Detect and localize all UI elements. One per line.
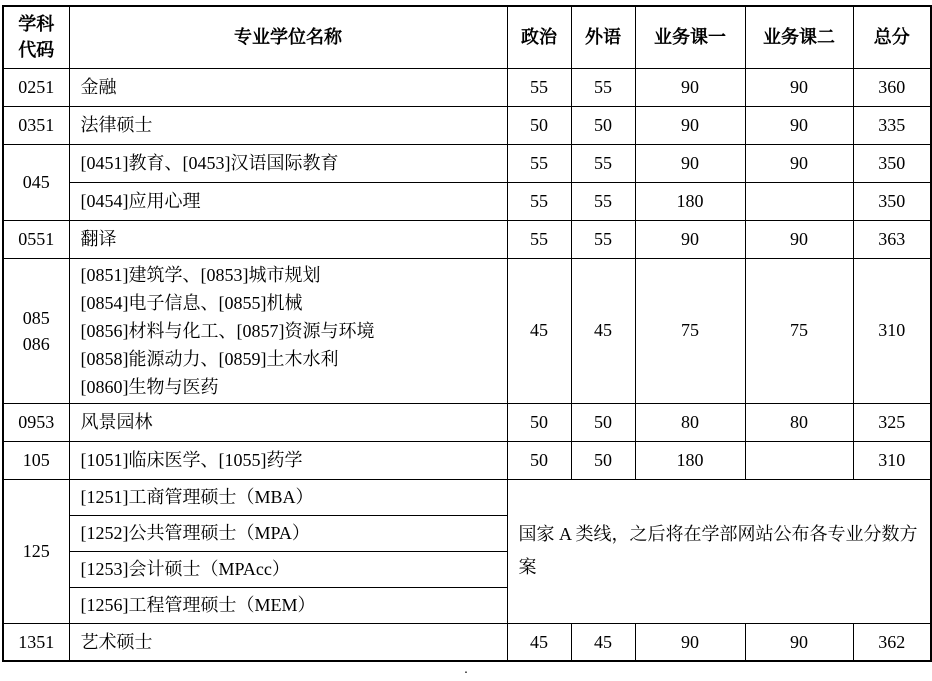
cell-course1: 90: [635, 106, 745, 144]
cell-code: 045: [3, 144, 69, 220]
header-foreign-language: 外语: [571, 6, 635, 68]
cell-total: 362: [853, 623, 931, 661]
cell-course2: 90: [745, 623, 853, 661]
cell-foreign: 50: [571, 403, 635, 441]
cell-course1: 90: [635, 68, 745, 106]
cell-code: 1351: [3, 623, 69, 661]
cell-foreign: 55: [571, 144, 635, 182]
cell-code: 0351: [3, 106, 69, 144]
cell-course1: 80: [635, 403, 745, 441]
cell-code: [3, 258, 69, 403]
cell-course2: 90: [745, 144, 853, 182]
cell-politics: 50: [507, 441, 571, 479]
cell-total: 360: [853, 68, 931, 106]
cell-politics: 55: [507, 68, 571, 106]
cell-total: 335: [853, 106, 931, 144]
cell-name: [0454]应用心理: [69, 182, 507, 220]
cell-code: 105: [3, 441, 69, 479]
cell-code-line1: 085: [22, 307, 50, 328]
cell-total: 325: [853, 403, 931, 441]
cell-foreign: 55: [571, 68, 635, 106]
cell-name: 翻译: [69, 220, 507, 258]
cell-foreign: 45: [571, 258, 635, 403]
cell-name: 法律硕士: [69, 106, 507, 144]
cell-politics: 55: [507, 144, 571, 182]
header-subject-code-line1: 学科: [18, 14, 55, 35]
cell-name-line: [0851]建筑学、[0853]城市规划: [80, 264, 321, 285]
table-row: [3, 441, 931, 479]
table-row: [3, 220, 931, 258]
cell-politics: 45: [507, 258, 571, 403]
header-subject-code: [3, 6, 69, 68]
header-subject-code-line2: 代码: [18, 40, 55, 61]
table-row: [3, 623, 931, 661]
table-row: [3, 403, 931, 441]
cell-total: 310: [853, 258, 931, 403]
cell-total: 350: [853, 182, 931, 220]
cell-name-line: [0858]能源动力、[0859]土木水利: [80, 348, 339, 369]
header-degree-name: 专业学位名称: [69, 6, 507, 68]
cell-name: [1251]工商管理硕士（MBA）: [69, 479, 507, 515]
header-politics: 政治: [507, 6, 571, 68]
table-row: [3, 68, 931, 106]
cell-name: 艺术硕士: [69, 623, 507, 661]
table-row: [3, 258, 931, 403]
cell-name: [1252]公共管理硕士（MPA）: [69, 515, 507, 551]
cell-name-line: [0854]电子信息、[0855]机械: [80, 292, 303, 313]
header-total: 总分: [853, 6, 931, 68]
score-table: [2, 5, 932, 662]
table-header-row: [3, 6, 931, 68]
cell-total: 363: [853, 220, 931, 258]
cell-politics: 50: [507, 106, 571, 144]
cell-name: [1253]会计硕士（MPAcc）: [69, 551, 507, 587]
cell-code: 0251: [3, 68, 69, 106]
cell-name-line: [0860]生物与医药: [80, 376, 219, 397]
cell-course2: [745, 182, 853, 220]
cell-course1: 90: [635, 623, 745, 661]
table-row: [3, 182, 931, 220]
cell-foreign: 45: [571, 623, 635, 661]
cell-code: 0551: [3, 220, 69, 258]
header-course2: 业务课二: [745, 6, 853, 68]
cell-code-line2: 086: [22, 333, 50, 354]
cell-name: [1051]临床医学、[1055]药学: [69, 441, 507, 479]
cell-name: 金融: [69, 68, 507, 106]
cell-course1: 180: [635, 182, 745, 220]
cell-code: 125: [3, 479, 69, 623]
cell-name: [1256]工程管理硕士（MEM）: [69, 587, 507, 623]
cell-politics: 55: [507, 220, 571, 258]
cell-politics: 50: [507, 403, 571, 441]
cell-total: 350: [853, 144, 931, 182]
cell-foreign: 55: [571, 182, 635, 220]
table-row: [3, 144, 931, 182]
cell-foreign: 55: [571, 220, 635, 258]
cell-course2: 90: [745, 106, 853, 144]
cell-course1: 75: [635, 258, 745, 403]
cell-politics: 45: [507, 623, 571, 661]
cell-course2: 80: [745, 403, 853, 441]
cell-politics: 55: [507, 182, 571, 220]
cell-course1: 90: [635, 144, 745, 182]
cell-course1: 90: [635, 220, 745, 258]
cell-note: 国家 A 类线，之后将在学部网站公布各专业分数方案: [507, 479, 931, 623]
cell-name: [69, 258, 507, 403]
cell-name: [0451]教育、[0453]汉语国际教育: [69, 144, 507, 182]
cell-name-line: [0856]材料与化工、[0857]资源与环境: [80, 320, 375, 341]
cell-course2: 90: [745, 68, 853, 106]
table-row: [3, 479, 931, 515]
cell-foreign: 50: [571, 106, 635, 144]
cell-foreign: 50: [571, 441, 635, 479]
cell-total: 310: [853, 441, 931, 479]
cell-course2: [745, 441, 853, 479]
cell-name: 风景园林: [69, 403, 507, 441]
cell-course1: 180: [635, 441, 745, 479]
cell-course2: 75: [745, 258, 853, 403]
header-course1: 业务课一: [635, 6, 745, 68]
table-row: [3, 106, 931, 144]
footer-dot: .: [464, 662, 468, 677]
cell-code: 0953: [3, 403, 69, 441]
cell-course2: 90: [745, 220, 853, 258]
